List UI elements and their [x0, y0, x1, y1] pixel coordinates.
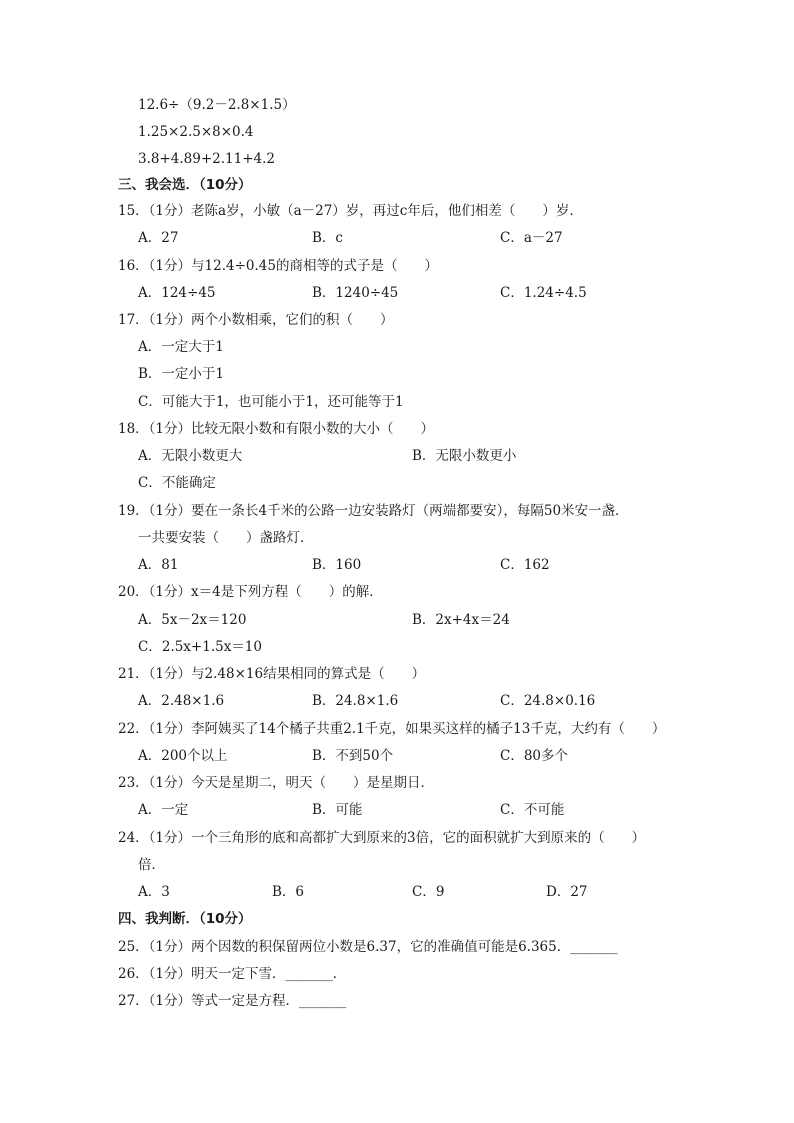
option-b: B．2x+4x＝24 — [412, 612, 510, 628]
option-b: B．24.8×1.6 — [312, 693, 399, 709]
option-a: A．81 — [138, 557, 179, 573]
option-c: C．不可能 — [500, 802, 565, 818]
option-b: B．160 — [312, 557, 362, 573]
question-17: 17．（1分）两个小数相乘，它们的积（ ） — [118, 312, 394, 328]
calc-line: 1.25×2.5×8×0.4 — [138, 124, 254, 140]
option-c: C．2.5x+1.5x＝10 — [138, 639, 262, 655]
question-25: 25．（1分）两个因数的积保留两位小数是6.37，它的准确值可能是6.365．_______ — [118, 939, 618, 955]
option-c: C．1.24÷4.5 — [500, 285, 587, 301]
option-c: C．24.8×0.16 — [500, 693, 596, 709]
option-a: A．一定 — [138, 802, 189, 818]
option-a: A．5x－2x＝120 — [138, 612, 247, 628]
question-23: 23．（1分）今天是星期二，明天（ ）是星期日． — [118, 775, 435, 791]
option-c: C．162 — [500, 557, 550, 573]
option-a: A．2.48×1.6 — [138, 693, 225, 709]
option-a: A．200个以上 — [138, 748, 228, 764]
question-15: 15．（1分）老陈a岁，小敏（a－27）岁，再过c年后，他们相差（ ）岁． — [118, 203, 583, 219]
calc-line: 3.8+4.89+2.11+4.2 — [138, 151, 275, 167]
option-c: C．a－27 — [500, 230, 563, 246]
option-a: A．27 — [138, 230, 179, 246]
question-27: 27．（1分）等式一定是方程．_______ — [118, 993, 347, 1009]
option-b: B．可能 — [312, 802, 363, 818]
option-b: B．c — [312, 230, 343, 246]
question-26: 26．（1分）明天一定下雪．_______． — [118, 966, 347, 982]
question-18: 18．（1分）比较无限小数和有限小数的大小（ ） — [118, 421, 435, 437]
question-24-continued: 倍． — [138, 857, 165, 873]
section-title: 四、我判断．（10分） — [118, 911, 252, 927]
option-b: B．无限小数更小 — [412, 448, 517, 464]
option-a: A．124÷45 — [138, 285, 216, 301]
section-title: 三、我会选．（10分） — [118, 177, 252, 193]
question-21: 21．（1分）与2.48×16结果相同的算式是（ ） — [118, 666, 426, 682]
question-24: 24．（1分）一个三角形的底和高都扩大到原来的3倍，它的面积就扩大到原来的（ ） — [118, 830, 646, 846]
option-b: B．不到50个 — [312, 748, 394, 764]
option-d: D．27 — [546, 884, 588, 900]
option-b: B．1240÷45 — [312, 285, 399, 301]
option-b: B．一定小于1 — [138, 366, 225, 382]
option-b: B．6 — [272, 884, 305, 900]
option-a: A．一定大于1 — [138, 339, 224, 355]
calc-line: 12.6÷（9.2－2.8×1.5） — [138, 97, 296, 113]
question-22: 22．（1分）李阿姨买了14个橘子共重2.1千克，如果买这样的橘子13千克，大约有（ ） — [118, 721, 666, 737]
option-a: A．3 — [138, 884, 170, 900]
option-c: C．80多个 — [500, 748, 569, 764]
question-20: 20．（1分）x＝4是下列方程（ ）的解． — [118, 584, 383, 600]
option-c: C．不能确定 — [138, 475, 216, 491]
option-c: C．9 — [412, 884, 445, 900]
question-16: 16．（1分）与12.4÷0.45的商相等的式子是（ ） — [118, 258, 438, 274]
option-c: C．可能大于1，也可能小于1，还可能等于1 — [138, 394, 404, 410]
option-a: A．无限小数更大 — [138, 448, 243, 464]
question-19-continued: 一共要安装（ ）盏路灯． — [138, 530, 314, 546]
question-19: 19．（1分）要在一条长4千米的公路一边安装路灯（两端都要安），每隔50米安一盏． — [118, 503, 629, 519]
